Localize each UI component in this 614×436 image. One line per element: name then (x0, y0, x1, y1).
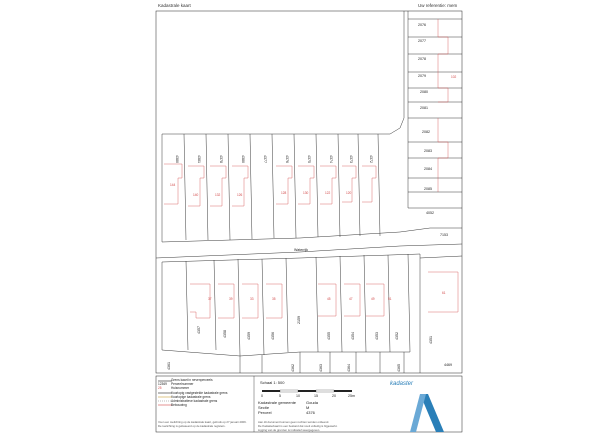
legend-item: Bebouwing (171, 403, 187, 407)
bottom-row-parcels (162, 254, 462, 373)
parcel-number: 4364 (347, 364, 351, 372)
parcel-number: 2084 (424, 167, 432, 171)
house-number: 47 (349, 297, 353, 301)
house-number: 35 (272, 297, 276, 301)
legend-item: Voorlopige kadastrale grens (171, 395, 211, 399)
parcel-number: 2085 (424, 187, 432, 191)
parcel-number: 4469 (444, 363, 452, 367)
parcel-number: 7153 (440, 233, 448, 237)
legend-item: 12369 Perceelnummer (158, 382, 194, 386)
parcel-number: 4361 (167, 362, 171, 370)
parcel-number: 2082 (422, 130, 430, 134)
parcel-number: 4378 (219, 155, 223, 163)
lower-parcel-labels (167, 362, 452, 372)
note-line: Ligging van de grenzen is indicatief weergegeven. (258, 428, 321, 432)
scale-tick: 25m (348, 394, 355, 398)
legend-item: Administratieve kadastrale grens (171, 399, 218, 403)
kadaster-logo-text: kadaster (390, 381, 414, 387)
legend-footer: Voor een toelichting op de kadastrale kaart, gebruik op 27 januari 2009. (158, 420, 247, 424)
parcel-number: 4374 (329, 155, 333, 163)
scale-bar (261, 390, 355, 398)
house-number: 37 (208, 297, 212, 301)
parcel-number: 2159 (297, 316, 301, 324)
parcel-number: 2081 (420, 106, 428, 110)
street-name: Waterrijk (294, 248, 309, 252)
kadaster-logo-icon (410, 394, 444, 432)
house-number: 140 (193, 193, 199, 197)
parcel-number: 4362 (291, 364, 295, 372)
house-number: 51 (388, 297, 392, 301)
parcel-number: 4356 (271, 332, 275, 340)
house-number: 120 (346, 191, 352, 195)
parcel-number: 4359 (247, 332, 251, 340)
sectie-value: M (306, 405, 310, 410)
house-number: 130 (303, 191, 309, 195)
scale-tick: 15 (314, 394, 318, 398)
top-row-parcels (162, 134, 462, 242)
map-title: Kadastrale kaart (158, 3, 191, 8)
parcel-number: 4355 (327, 332, 331, 340)
parcel-number: 4376 (285, 155, 289, 163)
house-number: 33 (250, 297, 254, 301)
parcel-number: 2079 (418, 74, 426, 78)
parcel-number: 4352 (395, 332, 399, 340)
parcel-number: 4353 (375, 332, 379, 340)
scale-tick: 10 (296, 394, 300, 398)
street (156, 244, 462, 258)
house-number: 49 (371, 297, 375, 301)
legend-item: Grens kaart in nevenperceels (171, 378, 213, 382)
house-number: 102 (451, 75, 457, 79)
parcel-number: 4351 (429, 336, 433, 344)
parcel-number: 2080 (420, 90, 428, 94)
parcel-number: 4358 (223, 330, 227, 338)
perceel-label: Perceel (258, 410, 272, 415)
bottom-parcel-labels (197, 316, 433, 344)
house-number: 122 (325, 191, 331, 195)
top-housenumber-labels (170, 183, 352, 197)
reference-label: Uw referentie: mem (418, 3, 458, 8)
parcel-number: 2083 (424, 149, 432, 153)
parcel-number: 2078 (418, 57, 426, 61)
note-line: Aan dit document kunnen geen rechten worden ontleend. (258, 420, 330, 424)
bottom-housenumber-labels (208, 291, 446, 301)
house-number: 126 (237, 193, 243, 197)
parcel-number: 4373 (349, 155, 353, 163)
parcel-number: 4372 (369, 155, 373, 163)
scale-tick: 0 (261, 394, 263, 398)
parcel-number: 4375 (307, 155, 311, 163)
parcel-number: 4354 (351, 332, 355, 340)
house-number: 61 (442, 291, 446, 295)
parcel-number: 4380 (175, 155, 179, 163)
parcel-number: 4052 (426, 211, 434, 215)
house-number: 45 (327, 297, 331, 301)
perceel-value: 4376 (306, 410, 315, 415)
parcel-number: 4380 (241, 155, 245, 163)
gemeente-value: Gouda (306, 400, 319, 405)
parcel-number: 4363 (319, 364, 323, 372)
house-number: 132 (215, 193, 221, 197)
house-number: 39 (229, 297, 233, 301)
scale-label: Schaal 1: 500 (260, 380, 285, 385)
note-line: De Kadasterkaart is een bestand dat nooit volledig is bijgewerkt. (258, 424, 338, 428)
scale-tick: 5 (279, 394, 281, 398)
right-parcel-labels (418, 23, 457, 237)
parcel-number: 4365 (397, 364, 401, 372)
sectie-label: Sectie (258, 405, 270, 410)
parcel-number: 4381 (197, 155, 201, 163)
parcel-number: 4377 (263, 155, 267, 163)
top-parcel-labels (175, 155, 373, 163)
house-number: 128 (281, 191, 287, 195)
legend-item: Voorlopig vastgestelde kadastrale grens (171, 391, 228, 395)
house-number: 144 (170, 183, 176, 187)
parcel-number: 4357 (197, 326, 201, 334)
scale-tick: 20 (332, 394, 336, 398)
legend-footer: De toelichting is gebaseerd op de kadastrale registers. (158, 424, 226, 428)
legend-item: 25 Huisnummer (158, 386, 190, 390)
parcel-number: 2077 (418, 39, 426, 43)
parcel-number: 2076 (418, 23, 426, 27)
gemeente-label: Kadastrale gemeente (258, 400, 297, 405)
